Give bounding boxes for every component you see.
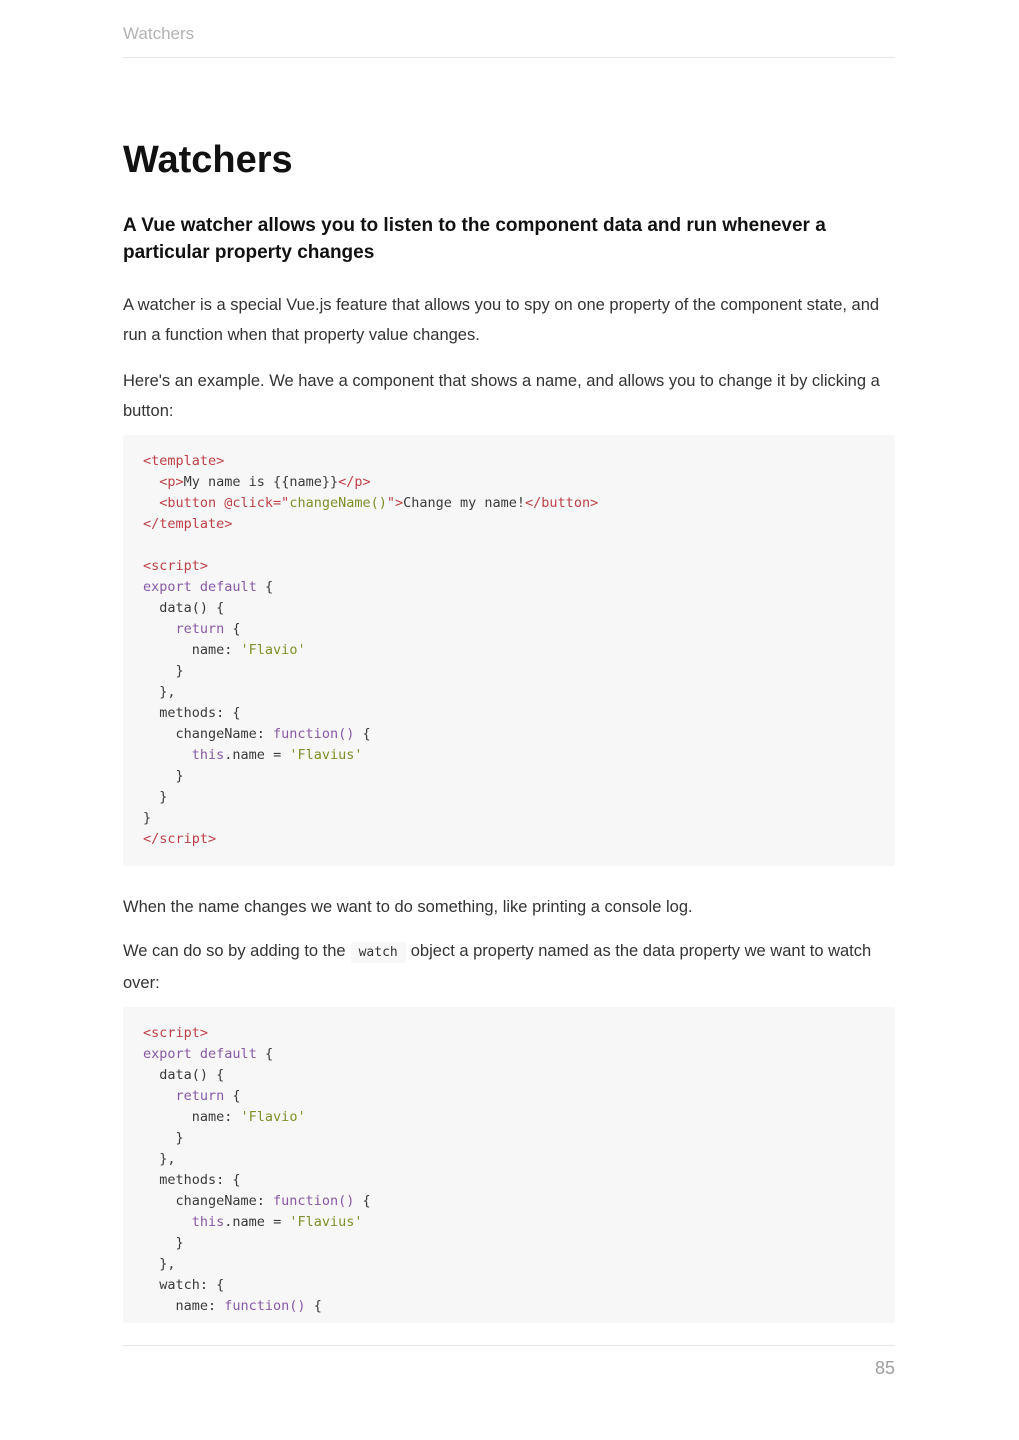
paragraph-console-log: When the name changes we want to do something, like printing a console log. [123, 897, 693, 916]
running-header [123, 0, 895, 58]
page-content [123, 140, 895, 1323]
code-line [143, 556, 875, 577]
code-token-kw: function() [273, 1192, 355, 1209]
code-line [143, 1275, 875, 1296]
code-token-plain: } [143, 788, 168, 805]
code-line [143, 577, 875, 598]
code-token-plain: } [143, 809, 152, 826]
code-line [143, 808, 875, 829]
code-token-kw: return [175, 620, 225, 637]
page-title: Watchers [123, 139, 293, 181]
code-token-tag: <template> [143, 452, 225, 469]
code-line [143, 766, 875, 787]
page-footer [123, 1345, 895, 1379]
code-token-plain [143, 621, 176, 637]
code-token-tag: <script> [143, 557, 209, 574]
code-line [143, 745, 875, 766]
code-token-plain: }, [143, 1150, 176, 1167]
code-token-str: 'Flavio' [240, 641, 306, 658]
code-token-plain [143, 474, 159, 490]
code-line [143, 1065, 875, 1086]
code-token-plain: { [256, 1045, 274, 1062]
code-line [143, 682, 875, 703]
code-line [143, 1044, 875, 1065]
code-token-kw: this [191, 746, 225, 763]
code-token-tag: </template> [143, 515, 233, 532]
page-number: 85 [874, 1357, 895, 1378]
code-token-plain [143, 1214, 192, 1230]
code-token-plain: } [143, 1129, 184, 1146]
code-line [143, 1296, 875, 1317]
code-token-plain [192, 1046, 200, 1062]
code-line [143, 493, 875, 514]
code-token-plain: .name = [224, 746, 290, 763]
code-token-plain [192, 579, 200, 595]
paragraph-watch-property [123, 936, 895, 998]
code-line [143, 472, 875, 493]
code-token-plain: .name = [224, 1213, 290, 1230]
code-token-kw: export [143, 1045, 192, 1062]
code-line [143, 661, 875, 682]
code-token-plain: }, [143, 1255, 176, 1272]
code-line [143, 1191, 875, 1212]
code-token-plain: data() { [143, 1066, 225, 1083]
code-token-plain: { [224, 1087, 241, 1104]
code-line [143, 1023, 875, 1044]
code-block-watch-example [123, 1007, 895, 1323]
code-token-plain: { [224, 620, 241, 637]
code-token-kw: this [191, 1213, 225, 1230]
code-token-plain: methods: { [143, 1171, 241, 1188]
code-token-plain: name: [143, 1108, 241, 1125]
code-token-plain: Change my name! [403, 494, 526, 511]
code-token-tag: </p> [338, 473, 371, 490]
code-line [143, 724, 875, 745]
code-token-plain [143, 747, 192, 763]
code-token-tag: <script> [143, 1024, 209, 1041]
code-token-plain: My name is {{name}} [183, 473, 339, 490]
running-header-title: Watchers [123, 24, 195, 43]
code-token-plain: name: [143, 641, 241, 658]
code-line [143, 1233, 875, 1254]
article-subtitle: A Vue watcher allows you to listen to the component data and run whenever a particular property changes [123, 214, 826, 263]
code-token-str: 'Flavio' [240, 1108, 306, 1125]
code-token-plain: } [143, 767, 184, 784]
code-token-kw: export [143, 578, 192, 595]
code-token-plain: { [354, 725, 371, 742]
code-line [143, 598, 875, 619]
code-token-tag: <p> [159, 473, 184, 490]
code-line [143, 1149, 875, 1170]
code-token-str: 'Flavius' [289, 746, 363, 763]
code-token-kw: function() [224, 1297, 306, 1314]
code-line [143, 1254, 875, 1275]
code-token-kw: function() [273, 725, 355, 742]
code-line [143, 1086, 875, 1107]
code-token-plain: methods: { [143, 704, 241, 721]
code-token-str: 'Flavius' [289, 1213, 363, 1230]
code-token-plain [143, 1088, 176, 1104]
paragraph-example-intro: Here's an example. We have a component that shows a name, and allows you to change it by clicking a button: [123, 371, 880, 420]
code-line [143, 451, 875, 472]
code-token-tag: </script> [143, 830, 217, 847]
code-token-plain: }, [143, 683, 176, 700]
code-token-plain: changeName: [143, 1192, 274, 1209]
paragraph-watcher-definition: A watcher is a special Vue.js feature that allows you to spy on one property of the component state, and run a function when that property value changes. [123, 295, 880, 344]
code-token-plain: { [256, 578, 274, 595]
code-token-tag: </button> [525, 494, 599, 511]
code-token-plain: name: [143, 1297, 225, 1314]
paragraph-watch-after: object a property named as the data property we want to watch over: [123, 941, 872, 992]
code-line [143, 1170, 875, 1191]
code-line [143, 1128, 875, 1149]
code-token-kw: default [199, 578, 257, 595]
code-token-plain: changeName: [143, 725, 274, 742]
code-token-kw: return [175, 1087, 225, 1104]
code-token-plain: { [305, 1297, 322, 1314]
code-line [143, 829, 875, 850]
inline-code-watch: watch [351, 942, 406, 963]
code-line [143, 787, 875, 808]
code-token-plain [143, 495, 159, 511]
code-token-tag: <button @click=" [159, 494, 290, 511]
code-token-plain: { [354, 1192, 371, 1209]
code-line [143, 703, 875, 724]
code-token-str: changeName() [289, 494, 387, 511]
code-token-tag: "> [386, 494, 404, 511]
code-token-kw: default [199, 1045, 257, 1062]
code-block-component-example [123, 435, 895, 866]
paragraph-watch-before: We can do so by adding to the [123, 941, 346, 960]
code-token-plain: } [143, 662, 184, 679]
code-line [143, 1107, 875, 1128]
code-line [143, 1212, 875, 1233]
code-line [143, 619, 875, 640]
code-token-plain: data() { [143, 599, 225, 616]
code-line [143, 535, 875, 556]
code-token-plain: } [143, 1234, 184, 1251]
code-token-plain: watch: { [143, 1276, 225, 1293]
code-line [143, 640, 875, 661]
code-line [143, 514, 875, 535]
